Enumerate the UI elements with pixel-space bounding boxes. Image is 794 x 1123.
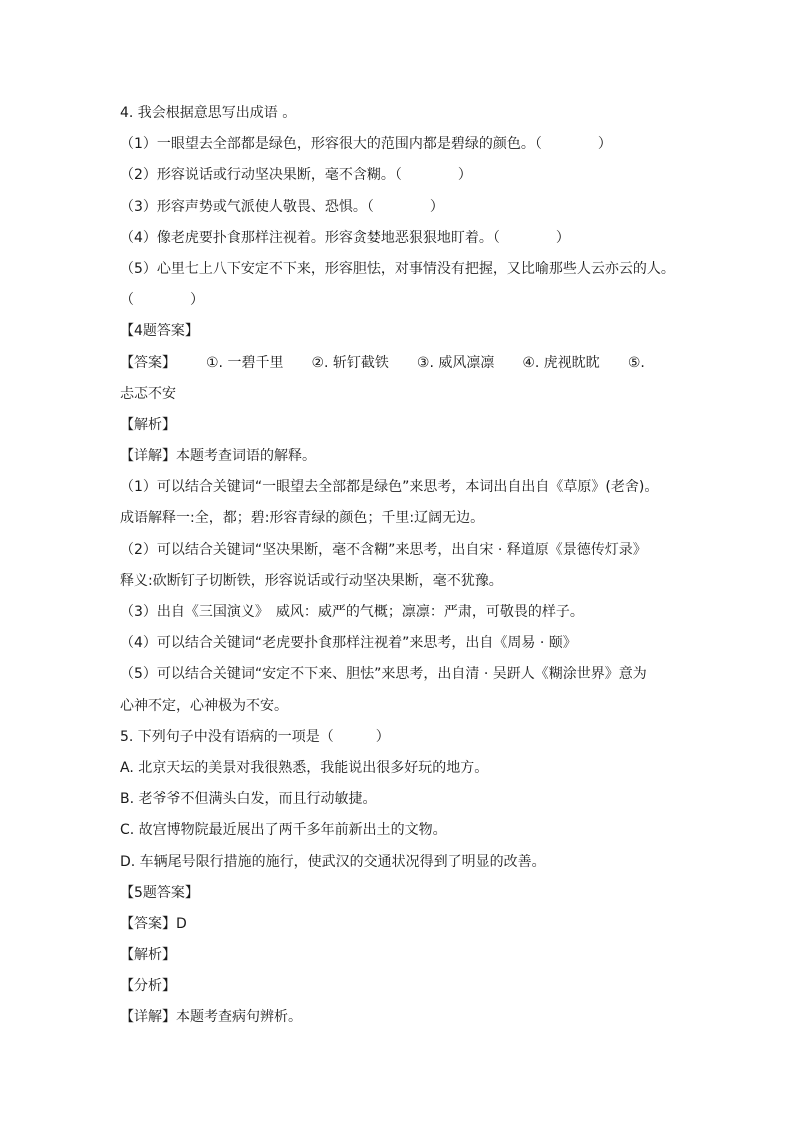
- question-5-detail: 【详解】本题考查病句辨析。: [120, 1009, 302, 1026]
- question-4-item-1: （1）一眼望去全部都是绿色，形容很大的范围内都是碧绿的颜色。（ ）: [120, 136, 612, 153]
- question-5-option-d: D. 车辆尾号限行措施的施行，使武汉的交通状况得到了明显的改善。: [120, 853, 546, 870]
- question-4-detail-7: （4）可以结合关键词“老虎要扑食那样注视着”来思考，出自《周易 · 颐》: [120, 635, 577, 652]
- question-4-detail-3: 成语解释一:全，都；碧:形容青绿的颜色；千里:辽阔无边。: [120, 510, 485, 527]
- question-5-fenxi-header: 【分析】: [120, 978, 176, 995]
- answer-label: 【答案】: [120, 354, 176, 371]
- answer-option-4: ④. 虎视眈眈: [522, 354, 600, 371]
- question-4-answer-header: 【4题答案】: [120, 323, 199, 340]
- question-4-detail-4: （2）可以结合关键词“坚决果断，毫不含糊”来思考，出自宋 · 释道原《景德传灯录》: [120, 541, 647, 558]
- question-4-detail-8: （5）可以结合关键词“安定不下来、胆怯”来思考，出自清 · 吴趼人《糊涂世界》意为: [120, 666, 647, 683]
- question-4-answer-continuation: 忐忑不安: [120, 385, 176, 402]
- question-4-detail-1: 【详解】本题考查词语的解释。: [120, 448, 316, 465]
- question-5-analysis-header: 【解析】: [120, 947, 176, 964]
- question-4-analysis-header: 【解析】: [120, 416, 176, 433]
- answer-option-3: ③. 威风凛凛: [416, 354, 495, 371]
- answer-option-1: ①. 一碧千里: [206, 354, 284, 371]
- question-5-option-a: A. 北京天坛的美景对我很熟悉，我能说出很多好玩的地方。: [120, 759, 489, 776]
- question-4-detail-9: 心神不定，心神极为不安。: [120, 697, 288, 714]
- question-5-title: 5. 下列句子中没有语病的一项是（ ）: [120, 728, 390, 745]
- answer-option-2: ②. 斩钉截铁: [311, 354, 389, 371]
- question-5-answer-header: 【5题答案】: [120, 884, 199, 901]
- question-4-title: 4. 我会根据意思写出成语 。: [120, 105, 297, 121]
- question-4-item-4: （4）像老虎要扑食那样注视着。形容贪婪地恶狠狠地盯着。（ ）: [120, 229, 570, 246]
- question-4-item-3: （3）形容声势或气派使人敬畏、恐惧。（ ）: [120, 198, 444, 215]
- question-4-detail-2: （1）可以结合关键词“一眼望去全部都是绿色”来思考，本词出自出自《草原》(老舍)。: [120, 479, 659, 496]
- document-page: [120, 98, 680, 1034]
- question-4-item-5: （5）心里七上八下安定不下来，形容胆怯，对事情没有把握，又比喻那些人云亦云的人。: [120, 260, 675, 277]
- question-5-option-b: B. 老爷爷不但满头白发，而且行动敏捷。: [120, 791, 377, 808]
- question-5-option-c: C. 故宫博物院最近展出了两千多年前新出土的文物。: [120, 822, 447, 839]
- question-4-answer-row: [120, 348, 680, 379]
- question-4-detail-5: 释义:砍断钉子切断铁，形容说话或行动坚决果断，毫不犹豫。: [120, 572, 503, 589]
- question-4-detail-6: （3）出自《三国演义》 威风：威严的气概；凛凛：严肃，可敬畏的样子。: [120, 604, 584, 620]
- question-4-item-5-blank: （ ）: [120, 292, 204, 309]
- question-4-item-2: （2）形容说话或行动坚决果断，毫不含糊。（ ）: [120, 167, 472, 184]
- question-5-answer: 【答案】D: [120, 915, 187, 932]
- answer-option-5: ⑤.: [627, 354, 645, 371]
